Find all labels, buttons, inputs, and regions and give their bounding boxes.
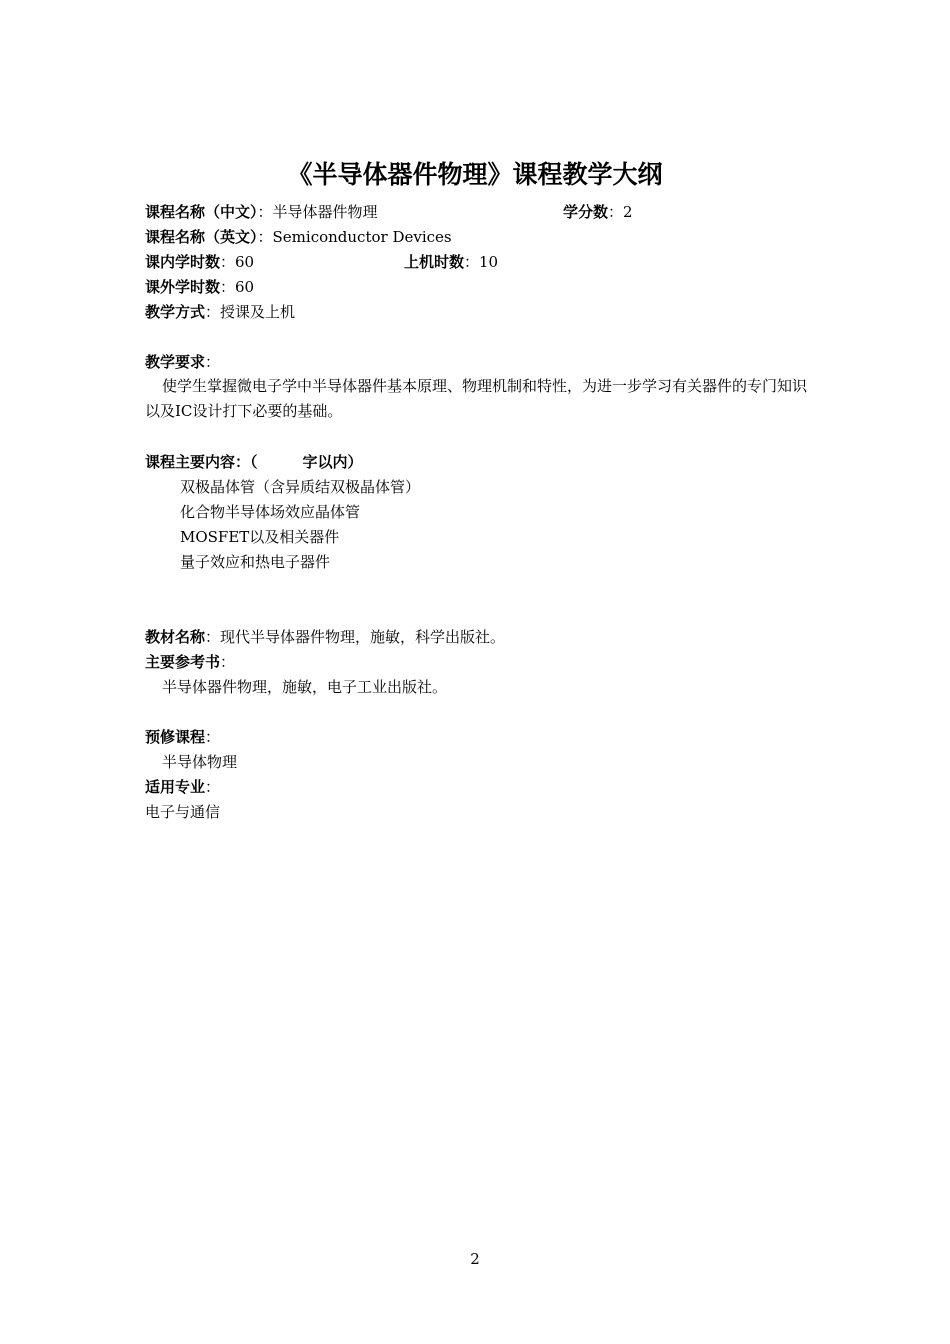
lab-hours-value: ：10	[464, 253, 499, 271]
course-name-en-label: 课程名称（英文）	[145, 228, 258, 246]
content-heading	[145, 451, 363, 473]
teaching-method-value: ：授课及上机	[205, 303, 296, 321]
credits-label: 学分数	[563, 203, 609, 221]
lab-hours-row	[404, 251, 498, 273]
page-title: 《半导体器件物理》课程教学大纲	[287, 160, 663, 189]
out-class-hours-label: 课外学时数	[145, 278, 221, 296]
in-class-hours-label: 课内学时数	[145, 253, 221, 271]
content-label: 课程主要内容：（	[145, 453, 258, 471]
major-heading	[145, 776, 220, 798]
teaching-method-row	[145, 301, 295, 323]
prerequisite-item: 半导体物理	[162, 753, 238, 771]
teaching-method-label: 教学方式	[145, 303, 206, 321]
out-class-hours-value: ：60	[220, 278, 255, 296]
textbook-label: 教材名称	[145, 628, 206, 646]
requirements-heading	[145, 351, 220, 373]
requirements-colon: ：	[205, 353, 221, 371]
reference-item: 半导体器件物理，施敏，电子工业出版社。	[162, 678, 448, 696]
course-name-cn-row	[145, 201, 378, 223]
major-item: 电子与通信	[145, 803, 221, 821]
textbook-value: ：现代半导体器件物理，施敏，科学出版社。	[205, 628, 506, 646]
page-number: 2	[470, 1250, 480, 1268]
course-name-en-row	[145, 226, 452, 248]
prerequisite-colon: ：	[205, 728, 221, 746]
in-class-hours-row	[145, 251, 254, 273]
content-item: 量子效应和热电子器件	[180, 553, 331, 571]
references-label: 主要参考书	[145, 653, 221, 671]
references-colon: ：	[220, 653, 236, 671]
credits-row	[563, 201, 633, 223]
credits-value: ：2	[608, 203, 633, 221]
references-heading	[145, 651, 235, 673]
lab-hours-label: 上机时数	[404, 253, 465, 271]
in-class-hours-value: ：60	[220, 253, 255, 271]
prerequisite-label: 预修课程	[145, 728, 206, 746]
course-name-en-value: ：Semiconductor Devices	[257, 228, 452, 246]
content-item: 双极晶体管（含异质结双极晶体管）	[180, 478, 421, 496]
requirements-label: 教学要求	[145, 353, 206, 371]
content-item: MOSFET以及相关器件	[180, 528, 340, 546]
requirements-text: 使学生掌握微电子学中半导体器件基本原理、物理机制和特性，为进一步学习有关器件的专门知识以及IC设计打下必要的基础。	[145, 377, 808, 420]
course-name-cn-value: ：半导体器件物理	[257, 203, 378, 221]
major-label: 适用专业	[145, 778, 206, 796]
content-label-suffix: 字以内）	[302, 453, 363, 471]
content-item: 化合物半导体场效应晶体管	[180, 503, 361, 521]
out-class-hours-row	[145, 276, 254, 298]
textbook-row	[145, 626, 505, 648]
course-name-cn-label: 课程名称（中文）	[145, 203, 258, 221]
prerequisite-heading	[145, 726, 220, 748]
major-colon: ：	[205, 778, 221, 796]
